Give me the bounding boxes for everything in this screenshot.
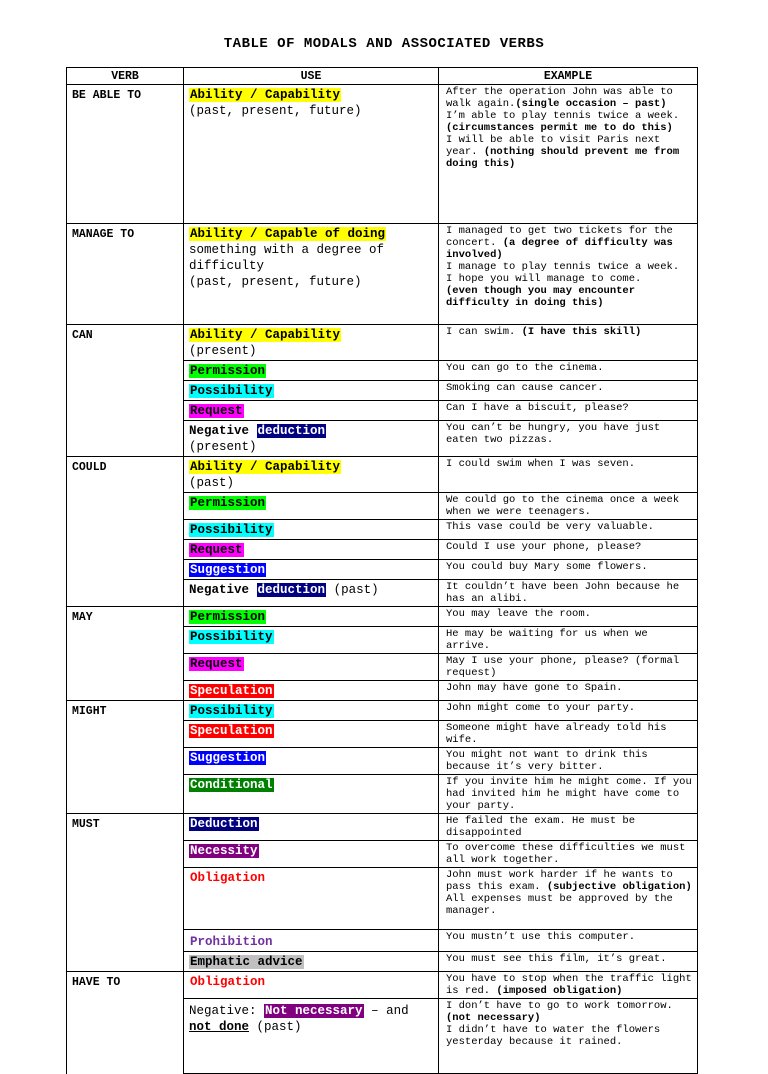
page-title: TABLE OF MODALS AND ASSOCIATED VERBS [223, 36, 545, 52]
header-verb: VERB [67, 68, 184, 85]
example-text: John must work harder if he wants to pass this exam. [446, 869, 673, 893]
use-tag: Ability / Capability [190, 88, 341, 102]
example-text: I can swim. [446, 326, 516, 338]
example-note: (not necessary) [446, 1012, 541, 1024]
use-cell [184, 681, 439, 701]
use-cell [184, 775, 439, 814]
example-cell: Can I have a biscuit, please? [439, 401, 698, 421]
example-cell: Could I use your phone, please? [439, 540, 698, 560]
use-tag: Possibility [190, 384, 273, 398]
use-tag: Conditional [190, 778, 273, 792]
example-cell: He may be waiting for us when we arrive. [439, 627, 698, 654]
example-cell: He failed the exam. He must be disappointed [439, 814, 698, 841]
use-tag: Ability / Capable of doing [190, 227, 386, 241]
example-note: (a degree of difficulty was involved) [446, 237, 673, 261]
use-cell [184, 401, 439, 421]
example-text: All expenses must be approved by the manager. [446, 893, 673, 917]
use-tag: Obligation [190, 975, 266, 989]
example-note: (nothing should prevent me from doing this) [446, 146, 680, 170]
example-cell [439, 325, 698, 361]
example-cell [439, 999, 698, 1074]
header-use: USE [184, 68, 439, 85]
example-cell: John may have gone to Spain. [439, 681, 698, 701]
example-note: (subjective obligation) [546, 881, 692, 893]
use-cell [184, 868, 439, 930]
use-cell [184, 841, 439, 868]
example-note: (even though you may encounter difficulty in doing this) [446, 285, 636, 309]
use-tag: Request [190, 543, 243, 557]
example-cell [439, 972, 698, 999]
use-tag: Emphatic advice [190, 955, 303, 969]
table-row [67, 224, 698, 325]
use-tag: Obligation [190, 871, 266, 885]
use-cell [184, 520, 439, 540]
verb-cell: HAVE TO [67, 972, 184, 1074]
example-cell: You must see this film, it’s great. [439, 952, 698, 972]
use-cell [184, 701, 439, 721]
example-note: (single occasion – past) [515, 98, 667, 110]
use-tag: deduction [257, 424, 326, 438]
use-tag: Deduction [190, 817, 258, 831]
use-text: (past) [189, 476, 235, 490]
example-cell: We could go to the cinema once a week when we were teenagers. [439, 493, 698, 520]
use-tag: deduction [257, 583, 326, 597]
table-row [67, 607, 698, 627]
use-cell [184, 607, 439, 627]
use-cell [184, 457, 439, 493]
use-cell [184, 952, 439, 972]
use-cell [184, 381, 439, 401]
use-cell [184, 972, 439, 999]
use-text: – and [371, 1004, 409, 1018]
example-text: After the operation John was able to walk again. [446, 86, 673, 110]
use-text: (past) [256, 1020, 302, 1034]
use-cell [184, 580, 439, 607]
use-underlined: not done [189, 1020, 250, 1034]
example-text: I hope you will manage to come. [446, 273, 642, 285]
example-cell: Smoking can cause cancer. [439, 381, 698, 401]
use-cell [184, 930, 439, 952]
verb-cell: BE ABLE TO [67, 85, 184, 224]
use-cell [184, 748, 439, 775]
verb-cell: MIGHT [67, 701, 184, 814]
verb-cell: COULD [67, 457, 184, 607]
table-row [67, 325, 698, 361]
example-cell: To overcome these difficulties we must all work together. [439, 841, 698, 868]
use-cell [184, 493, 439, 520]
verb-cell: MANAGE TO [67, 224, 184, 325]
use-tag: Necessity [190, 844, 258, 858]
use-tag: Suggestion [190, 563, 266, 577]
use-text: Negative [189, 583, 250, 597]
example-cell: You can go to the cinema. [439, 361, 698, 381]
example-text: I’m able to play tennis twice a week. [446, 110, 680, 122]
example-text: I managed to get two tickets for the concert. [446, 225, 673, 249]
verb-cell: MAY [67, 607, 184, 701]
header-example: EXAMPLE [439, 68, 698, 85]
example-cell: Someone might have already told his wife. [439, 721, 698, 748]
table-row [67, 814, 698, 841]
use-tag: Permission [190, 364, 266, 378]
use-text: (past, present, future) [189, 104, 362, 118]
use-cell [184, 85, 439, 224]
example-cell: May I use your phone, please? (formal request) [439, 654, 698, 681]
table-row [67, 457, 698, 493]
example-cell: I could swim when I was seven. [439, 457, 698, 493]
use-cell [184, 361, 439, 381]
example-text: I will be able to visit Paris next year. [446, 134, 661, 158]
verb-cell: MUST [67, 814, 184, 972]
use-tag: Possibility [190, 704, 273, 718]
use-text: (past) [333, 583, 379, 597]
use-tag: Permission [190, 496, 266, 510]
example-note: (I have this skill) [521, 326, 642, 338]
use-cell [184, 814, 439, 841]
use-text: (present) [189, 344, 257, 358]
example-cell: You mustn’t use this computer. [439, 930, 698, 952]
use-cell [184, 560, 439, 580]
use-cell [184, 224, 439, 325]
example-cell: It couldn’t have been John because he has an alibi. [439, 580, 698, 607]
example-cell: If you invite him he might come. If you had invited him he might have come to your party. [439, 775, 698, 814]
use-tag: Prohibition [190, 935, 273, 949]
example-text: I manage to play tennis twice a week. [446, 261, 680, 273]
use-tag: Ability / Capability [190, 328, 341, 342]
table-row [67, 85, 698, 224]
header-row [67, 68, 698, 85]
use-cell [184, 627, 439, 654]
example-cell: John might come to your party. [439, 701, 698, 721]
use-text: (present) [189, 440, 257, 454]
example-note: (circumstances permit me to do this) [446, 122, 673, 134]
use-cell [184, 999, 439, 1074]
example-cell: You can’t be hungry, you have just eaten two pizzas. [439, 421, 698, 457]
use-text: Negative: [189, 1004, 257, 1018]
modals-table [66, 67, 698, 1074]
use-tag: Speculation [190, 724, 273, 738]
example-text: You have to stop when the traffic light is red. [446, 973, 692, 997]
use-tag: Possibility [190, 523, 273, 537]
example-cell: You might not want to drink this because it’s very bitter. [439, 748, 698, 775]
use-tag: Not necessary [265, 1004, 363, 1018]
example-cell [439, 85, 698, 224]
example-text: I don’t have to go to work tomorrow. [446, 1000, 673, 1012]
use-tag: Possibility [190, 630, 273, 644]
use-text: something with a degree of difficulty [189, 243, 385, 273]
example-cell [439, 868, 698, 930]
use-cell [184, 421, 439, 457]
example-cell: You may leave the room. [439, 607, 698, 627]
example-note: (imposed obligation) [496, 985, 623, 997]
example-text: I didn’t have to water the flowers yesterday because it rained. [446, 1024, 661, 1048]
use-tag: Ability / Capability [190, 460, 341, 474]
use-text: Negative [189, 424, 250, 438]
use-text: (past, present, future) [189, 275, 362, 289]
table-row [67, 972, 698, 999]
example-cell [439, 224, 698, 325]
table-row [67, 701, 698, 721]
example-cell: You could buy Mary some flowers. [439, 560, 698, 580]
use-tag: Request [190, 657, 243, 671]
use-cell [184, 325, 439, 361]
use-cell [184, 540, 439, 560]
verb-cell: CAN [67, 325, 184, 457]
example-cell: This vase could be very valuable. [439, 520, 698, 540]
use-tag: Speculation [190, 684, 273, 698]
use-tag: Suggestion [190, 751, 266, 765]
use-tag: Request [190, 404, 243, 418]
use-cell [184, 654, 439, 681]
use-tag: Permission [190, 610, 266, 624]
use-cell [184, 721, 439, 748]
